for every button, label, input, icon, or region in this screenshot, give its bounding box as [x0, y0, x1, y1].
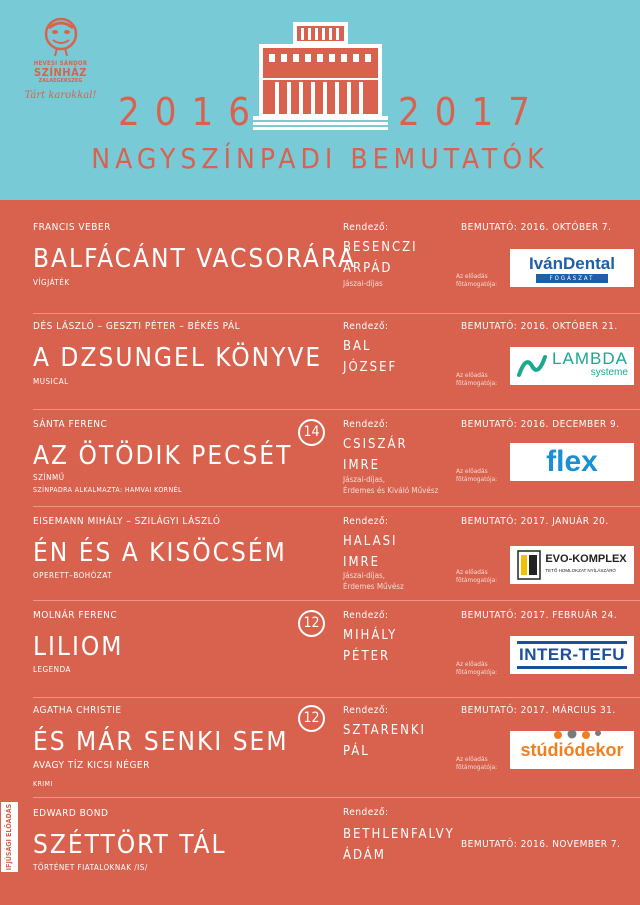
- show-item: [0, 610, 640, 700]
- theatre-name-line1: HEVESI SÁNDOR: [33, 60, 88, 67]
- theatre-name-line3: ZALAEGERSZEG: [38, 78, 83, 84]
- lambda-icon: [516, 353, 548, 379]
- director-note-2: Érdemes és Kiváló Művész: [343, 486, 439, 495]
- director-label: Rendező:: [343, 610, 389, 621]
- sponsor-label-line2: fõtámogatója:: [456, 475, 498, 483]
- premiere-date: BEMUTATÓ: 2017. FEBRUÁR 24.: [461, 610, 618, 621]
- show-genre: SZÍNMŰ: [33, 473, 65, 482]
- theatre-building-icon: [253, 18, 388, 133]
- director-name-line1: CSISZÁR: [343, 437, 408, 452]
- sponsor-name: IvánDental: [529, 253, 615, 273]
- divider: [33, 409, 640, 410]
- show-item: [0, 419, 640, 509]
- director-name-line2: PÉTER: [343, 649, 391, 664]
- show-title: LILIOM: [33, 632, 124, 662]
- director-name-line2: IMRE: [343, 458, 381, 473]
- director-label: Rendező:: [343, 222, 389, 233]
- show-genre: TÖRTÉNET FIATALOKNAK /IS/: [33, 863, 148, 872]
- director-label: Rendező:: [343, 516, 389, 527]
- divider: [33, 600, 640, 601]
- divider: [33, 313, 640, 314]
- header-banner: [0, 0, 640, 200]
- premiere-date: BEMUTATÓ: 2016. OKTÓBER 7.: [461, 222, 612, 233]
- divider: [33, 697, 640, 698]
- sponsor-label-line2: fõtámogatója:: [456, 763, 498, 771]
- show-item: [0, 516, 640, 606]
- director-label: Rendező:: [343, 321, 389, 332]
- director-name-line1: BESENCZI: [343, 240, 418, 255]
- director-name-line2: ÁRPÁD: [343, 261, 393, 276]
- director-label: Rendező:: [343, 705, 389, 716]
- show-title: SZÉTTÖRT TÁL: [33, 830, 227, 860]
- sponsor-label-line2: fõtámogatója:: [456, 379, 498, 387]
- show-title: ÉS MÁR SENKI SEM: [33, 727, 289, 757]
- sponsor-label: [456, 467, 497, 483]
- sponsor-name: EVO-KOMPLEX: [545, 553, 627, 565]
- premiere-date: BEMUTATÓ: 2017. JANUÁR 20.: [461, 516, 609, 527]
- show-genre: OPERETT–BOHÓZAT: [33, 571, 113, 580]
- show-author: DÉS LÁSZLÓ – GESZTI PÉTER – BÉKÉS PÁL: [33, 321, 241, 332]
- sponsor-logo: [510, 546, 634, 584]
- sponsor-label-line2: fõtámogatója:: [456, 280, 498, 288]
- theatre-name-line2: SZÍNHÁZ: [34, 66, 87, 79]
- sponsor-label-line1: Az előadás: [456, 568, 488, 576]
- theatre-mask-icon: [39, 14, 83, 58]
- show-title: ÉN ÉS A KISÖCSÉM: [33, 538, 287, 568]
- sponsor-sub: systeme: [590, 367, 628, 378]
- sponsor-label-line1: Az előadás: [456, 371, 488, 379]
- show-author: MOLNÁR FERENC: [33, 610, 118, 621]
- director-name-line2: JÓZSEF: [343, 360, 398, 375]
- sponsor-label-line1: Az előadás: [456, 467, 488, 475]
- sponsor-label: [456, 272, 497, 288]
- sponsor-sub: FOGÁSZAT: [536, 274, 609, 283]
- director-note: Jászai-díjas,: [343, 475, 386, 484]
- show-author: FRANCIS VEBER: [33, 222, 111, 233]
- theatre-motto: Tárt karokkal!: [24, 90, 97, 101]
- show-title: AZ ÖTÖDIK PECSÉT: [33, 441, 293, 471]
- show-genre: MUSICAL: [33, 377, 69, 386]
- sponsor-logo: [510, 443, 634, 481]
- theatre-logo: [18, 14, 103, 101]
- season-year-start: 2016: [118, 90, 265, 134]
- season-year-end: 2017: [398, 90, 545, 134]
- director-note: Jászai-díjas: [343, 279, 383, 288]
- sponsor-logo: [510, 731, 634, 769]
- director-name-line1: MIHÁLY: [343, 628, 398, 643]
- divider: [33, 797, 640, 798]
- premiere-date: BEMUTATÓ: 2016. NOVEMBER 7.: [461, 839, 621, 850]
- show-genre: LEGENDA: [33, 665, 71, 674]
- youth-performance-label: [1, 802, 18, 872]
- divider: [33, 506, 640, 507]
- show-genre: KRIMI: [33, 780, 53, 788]
- sponsor-logo: [510, 249, 634, 287]
- director-name-line1: BAL: [343, 339, 372, 354]
- director-name-line2: PÁL: [343, 744, 370, 759]
- sponsor-sub: TETŐ HOMLOKZAT NYÍLÁSZÁRÓ: [545, 568, 616, 573]
- sponsor-label-line1: Az előadás: [456, 272, 488, 280]
- sponsor-logo: [510, 636, 634, 674]
- sponsor-label-line1: Az előadás: [456, 755, 488, 763]
- premiere-date: BEMUTATÓ: 2016. DECEMBER 9.: [461, 419, 620, 430]
- show-subtitle: AVAGY TÍZ KICSI NÉGER: [33, 760, 150, 771]
- director-note-2: Érdemes Művész: [343, 582, 404, 591]
- show-item: [0, 705, 640, 795]
- premiere-date: BEMUTATÓ: 2016. OKTÓBER 21.: [461, 321, 618, 332]
- youth-label-text: IFJÚSÁGI ELŐADÁS: [5, 803, 14, 871]
- age-rating-badge: 14: [298, 419, 325, 446]
- show-genre: VÍGJÁTÉK: [33, 278, 70, 287]
- sponsor-name: LAMBDA: [552, 349, 628, 368]
- show-title: BALFÁCÁNT VACSORÁRA: [33, 244, 357, 274]
- premiere-date: BEMUTATÓ: 2017. MÁRCIUS 31.: [461, 705, 616, 716]
- show-item: [0, 808, 640, 898]
- show-author: AGATHA CHRISTIE: [33, 705, 122, 716]
- director-label: Rendező:: [343, 419, 389, 430]
- sponsor-label: [456, 660, 497, 676]
- sponsor-label: [456, 371, 497, 387]
- sponsor-name: INTER-TEFU: [517, 641, 627, 669]
- sponsor-name: stúdiódekor: [520, 739, 624, 760]
- director-name-line2: ÁDÁM: [343, 848, 386, 863]
- studiodekor-dots-icon: [550, 728, 610, 742]
- show-author: EISEMANN MIHÁLY – SZILÁGYI LÁSZLÓ: [33, 516, 221, 527]
- director-label: Rendező:: [343, 807, 389, 818]
- age-rating-badge: 12: [298, 610, 325, 637]
- director-note: Jászai-díjas,: [343, 571, 386, 580]
- sponsor-label-line2: fõtámogatója:: [456, 576, 498, 584]
- director-name-line1: HALASI: [343, 534, 398, 549]
- evo-komplex-icon: [517, 550, 541, 580]
- director-name-line2: IMRE: [343, 555, 381, 570]
- sponsor-label-line1: Az előadás: [456, 660, 488, 668]
- show-title: A DZSUNGEL KÖNYVE: [33, 343, 323, 373]
- director-name-line1: BETHLENFALVY: [343, 827, 455, 842]
- sponsor-logo: [510, 347, 634, 385]
- show-item: [0, 321, 640, 411]
- sponsor-label: [456, 755, 497, 771]
- sponsor-label: [456, 568, 497, 584]
- show-adaptation: SZÍNPADRA ALKALMAZTA: HAMVAI KORNÉL: [33, 486, 182, 494]
- show-item: [0, 222, 640, 312]
- show-author: SÁNTA FERENC: [33, 419, 108, 430]
- age-rating-badge: 12: [298, 705, 325, 732]
- sponsor-name: flex: [546, 445, 598, 478]
- director-name-line1: SZTARENKI: [343, 723, 426, 738]
- show-author: EDWARD BOND: [33, 808, 109, 819]
- page-title: NAGYSZÍNPADI BEMUTATÓK: [91, 142, 549, 175]
- sponsor-label-line2: fõtámogatója:: [456, 668, 498, 676]
